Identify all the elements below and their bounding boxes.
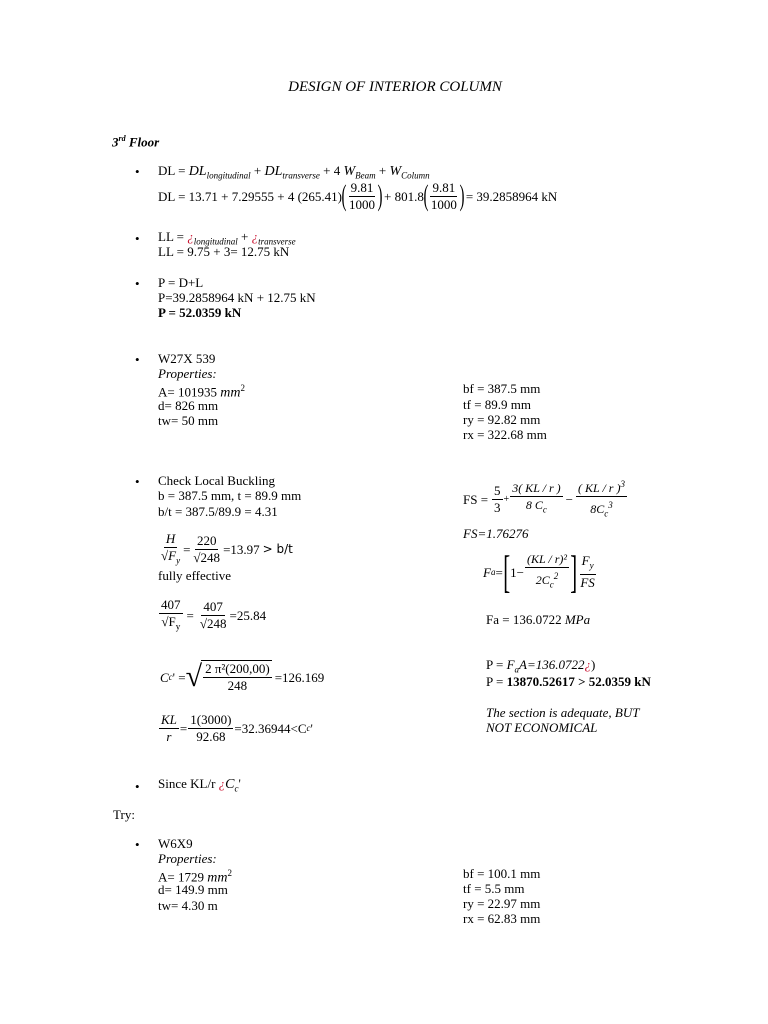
ry-property: ry = 22.97 mm: [463, 896, 541, 911]
bullet: •: [135, 474, 140, 489]
try-label: Try:: [113, 807, 135, 822]
ll-operator: +: [241, 229, 249, 244]
fully-effective-text: fully effective: [158, 568, 232, 583]
web-thickness-property: tw= 4.30 m: [158, 898, 218, 913]
h-over-sqrt-fy: $\frac{H}{√F_y}$: [161, 531, 181, 566]
floor-heading: [112, 131, 159, 149]
verdict-line-2: NOT ECONOMICAL: [486, 720, 598, 735]
dl-calc-terms: DL = 13.71 + 7.29555 + 4 (265.41): [158, 188, 342, 204]
cc-formula: C c ' = √ $\frac{\text{2 π²(200,00)}}{248}$ =126.169: [160, 660, 325, 693]
dl-operator: + 4: [323, 163, 341, 178]
dl-calc-term: + 801.8: [384, 188, 424, 204]
h-ratio-formula: $\frac{H}{√F_y}$ = $\frac{220}{√248}$ =13.97 > b/t: [158, 531, 293, 569]
area-property: A= 1729 $mm^2$: [158, 868, 232, 886]
dl-lhs: DL =: [158, 163, 186, 178]
flange-thickness-property: tf = 5.5 mm: [463, 881, 525, 896]
dl-result: = 39.2858964 kN: [465, 188, 558, 204]
kl-over-r: $\frac{KL}{r}$: [161, 712, 177, 744]
bullet: •: [135, 231, 140, 246]
3000-over-92-68: $\frac{1(3000)}{92.68}$: [190, 712, 232, 744]
dl-subscript: Column: [401, 170, 430, 181]
flange-thickness-property: tf = 89.9 mm: [463, 397, 531, 412]
properties-label: Properties:: [158, 851, 217, 866]
dl-operator: +: [378, 163, 387, 178]
verdict-line-1: The section is adequate, BUT: [486, 705, 640, 720]
since-statement: Since KL/r ¿$C_c'$: [158, 776, 241, 794]
407-over-sqrt-fy: $\frac{407}{√F_y}$: [161, 597, 181, 632]
dl-term: W: [343, 164, 356, 179]
fraction-5-over-3: $\frac{5}{3}$: [494, 482, 501, 515]
buckling-heading: Check Local Buckling: [158, 473, 275, 488]
rx-property: rx = 322.68 mm: [463, 427, 547, 442]
ll-symbol: ¿: [187, 229, 194, 244]
fa-value: Fa = 136.0722 MPa: [486, 612, 591, 627]
floor-suffix: rd: [118, 134, 126, 143]
ll-calculation: LL = 9.75 + 3= 12.75 kN: [158, 244, 290, 259]
fa-inner-fraction: $\frac{\text{(KL / r)²}}{2C_c^2}$: [526, 552, 568, 590]
cc-radicand: $\frac{\text{2 π²(200,00)}}{248}$: [201, 660, 272, 694]
fraction-9-81-over-1000: $\frac{9.81}{1000}$: [349, 179, 375, 212]
407-over-sqrt-248: $\frac{407}{√248}$: [199, 599, 227, 632]
fraction-9-81-over-1000: $\frac{9.81}{1000}$: [430, 179, 457, 212]
dl-subscript: transverse: [282, 170, 320, 181]
ll-subscript: longitudinal: [193, 236, 238, 247]
capacity-result: P = 13870.52617 > 52.0359 kN: [486, 674, 651, 689]
dl-term: W: [389, 164, 402, 179]
bullet: •: [135, 352, 140, 367]
capacity-formula: $P = F_aA=136.0722¿$): [486, 657, 596, 675]
ry-property: ry = 92.82 mm: [463, 412, 541, 427]
dl-operator: +: [253, 163, 262, 178]
flange-width-property: bf = 100.1 mm: [463, 866, 541, 881]
ll-lhs: LL =: [158, 229, 184, 244]
section-name: W27X 539: [158, 351, 216, 366]
area-property: A= 101935 $mm^2$: [158, 383, 245, 401]
properties-label: Properties:: [158, 366, 217, 381]
dl-subscript: Beam: [355, 170, 376, 181]
dl-calculation: DL = 13.71 + 7.29555 + 4 (265.41) ( $\frac{9.81}{1000}$ ) + 801.8 ( $\frac{9.81}{1000}$ ) = 39.2858964 kN: [158, 179, 558, 212]
depth-property: d= 826 mm: [158, 398, 219, 413]
fs-third-term: $\frac{( KL / r )^3}{8C_c^3}$: [576, 476, 627, 521]
b-t-ratio: b/t = 387.5/89.9 = 4.31: [158, 504, 278, 519]
fs-result: FS=1.76276: [463, 526, 529, 541]
fa-formula: F a = [ 1− $\frac{\text{(KL / r)²}}{2C_c^2}$ ] $\frac{F_y}{FS}$: [483, 546, 595, 597]
fs-formula: FS = $\frac{5}{3}$ + $\frac{3( KL / r )}{8 C_c}$ − $\frac{( KL / r )^3}{8C_c^3}$: [463, 474, 628, 524]
dl-term: DL: [264, 164, 283, 179]
flange-width-property: bf = 387.5 mm: [463, 381, 541, 396]
floor-label: Floor: [128, 134, 160, 150]
fy-over-fs: $\frac{F_y}{FS}$: [580, 553, 595, 590]
bullet: •: [135, 164, 140, 179]
p-formula: P = D+L: [158, 275, 204, 290]
dl-term: DL: [188, 164, 207, 179]
p-calculation: P=39.2858964 kN + 12.75 kN: [158, 290, 316, 305]
p-result: P = 52.0359 kN: [158, 305, 242, 320]
page-title: DESIGN OF INTERIOR COLUMN: [288, 79, 502, 95]
fs-second-term: $\frac{3( KL / r )}{8 C_c}$: [512, 481, 561, 515]
407-ratio-formula: $\frac{407}{√F_y}$ = $\frac{407}{√248}$ =25.84: [158, 597, 266, 635]
dl-subscript: longitudinal: [206, 170, 251, 181]
rx-property: rx = 62.83 mm: [463, 911, 541, 926]
section-name: W6X9: [158, 836, 193, 851]
depth-property: d= 149.9 mm: [158, 882, 228, 897]
ll-subscript: transverse: [258, 236, 296, 247]
bullet: •: [135, 837, 140, 852]
220-over-sqrt-248: $\frac{220}{√248}$: [193, 533, 221, 566]
floor-number: 3: [112, 134, 119, 150]
kl-r-formula: $\frac{KL}{r}$ = $\frac{1(3000)}{92.68}$ =32.36944<C c ': [161, 712, 313, 744]
b-t-values: b = 387.5 mm, t = 89.9 mm: [158, 488, 302, 503]
bullet: •: [135, 779, 140, 794]
bullet: •: [135, 276, 140, 291]
ll-symbol: ¿: [251, 229, 259, 244]
web-thickness-property: tw= 50 mm: [158, 413, 219, 428]
